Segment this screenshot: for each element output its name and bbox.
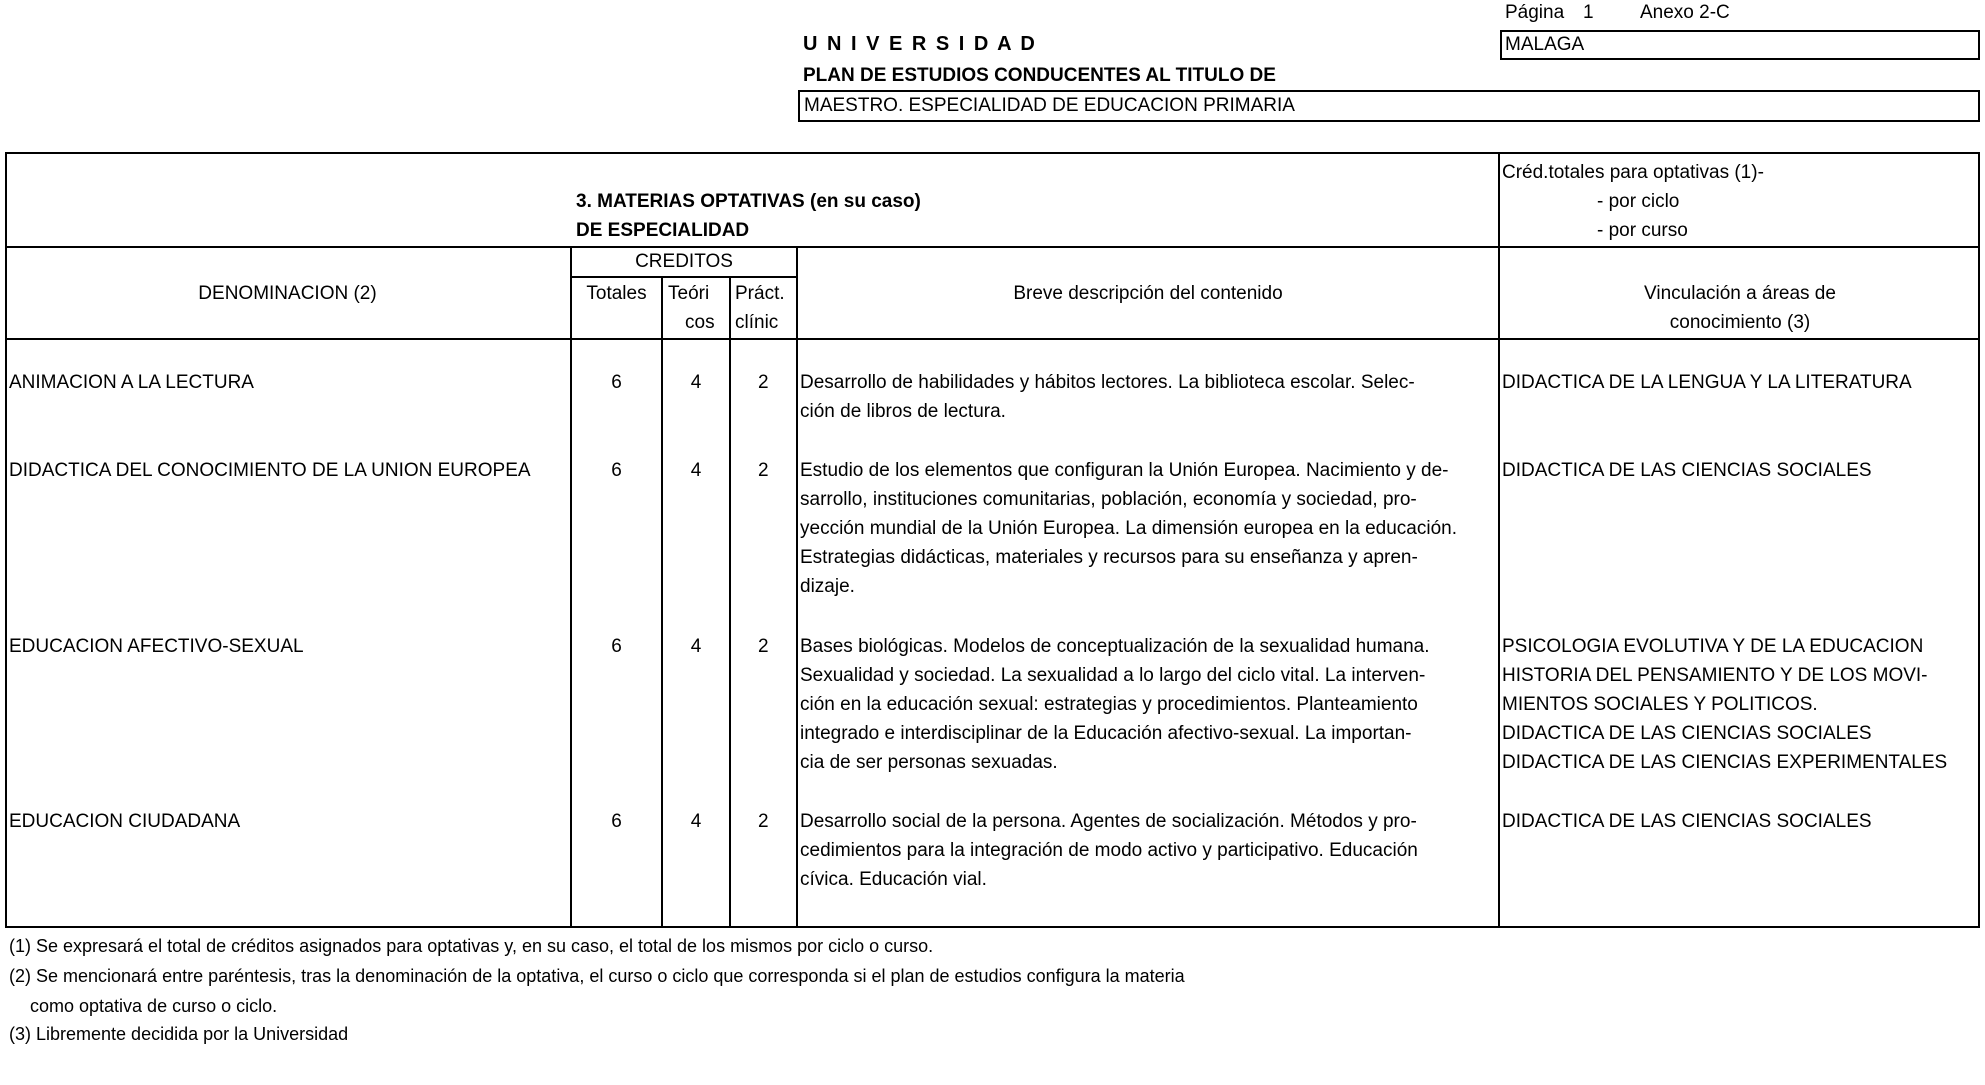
col-totales-header: Totales	[586, 283, 647, 304]
col-practicos-header: Práct.	[735, 283, 785, 304]
pagina-number: 1	[1583, 2, 1594, 23]
cred-totales-label: Créd.totales para optativas (1)-	[1502, 162, 1764, 183]
row-teoricos: 4	[690, 372, 702, 393]
footnote-2-cont: como optativa de curso o ciclo.	[30, 996, 278, 1016]
pagina-label: Página	[1505, 2, 1565, 23]
section-subtitle: DE ESPECIALIDAD	[576, 220, 750, 241]
col-vinculacion-header-2: conocimiento (3)	[1669, 312, 1811, 333]
row-areas: DIDACTICA DE LA LENGUA Y LA LITERATURA	[1502, 372, 1912, 393]
universidad-label: U N I V E R S I D A D	[803, 33, 1037, 55]
cred-por-ciclo: - por ciclo	[1597, 191, 1680, 212]
col-divider	[1498, 152, 1500, 928]
row-descripcion: Bases biológicas. Modelos de conceptualización de la sexualidad humana. Sexualidad y sociedad. La sexualidad a lo largo del ciclo vital. La interven- ción en la educación sexual: estrategias y procedimientos. Planteamiento integrado e interdisciplinar de la Educación afectivo-sexual. La importan- cia de ser personas sexuadas.	[800, 636, 1430, 773]
col-denominacion-header: DENOMINACION (2)	[198, 283, 377, 304]
row-practicos: 2	[758, 460, 769, 481]
row-practicos: 2	[758, 636, 769, 657]
row-denominacion: EDUCACION CIUDADANA	[9, 811, 241, 832]
row-denominacion: DIDACTICA DEL CONOCIMIENTO DE LA UNION EUROPEA	[9, 460, 531, 481]
row-areas: DIDACTICA DE LAS CIENCIAS SOCIALES	[1502, 811, 1872, 832]
row-areas: PSICOLOGIA EVOLUTIVA Y DE LA EDUCACION HISTORIA DEL PENSAMIENTO Y DE LOS MOVI- MIENTOS SOCIALES Y POLITICOS. DIDACTICA DE LAS CIENCIAS SOCIALES DIDACTICA DE LAS CIENCIAS EXPERIMENTALES	[1502, 636, 1948, 773]
row-descripcion: Estudio de los elementos que configuran la Unión Europea. Nacimiento y de- sarrollo, instituciones comunitarias, población, economía y sociedad, pro- yección mundial de la Unión Europea. La dimensión europea en la educación. Estrategias didácticas, materiales y recursos para su enseñanza y apren- dizaje.	[800, 460, 1457, 597]
row-totales: 6	[611, 460, 622, 481]
plan-label: PLAN DE ESTUDIOS CONDUCENTES AL TITULO DE	[803, 65, 1276, 86]
footnote-3: (3) Libremente decidida por la Universidad	[9, 1024, 349, 1044]
row-teoricos: 4	[690, 636, 702, 657]
table-rule	[5, 246, 1980, 248]
creditos-rule	[572, 276, 798, 278]
row-totales: 6	[611, 811, 622, 832]
col-teoricos-header-2: cos	[685, 312, 715, 333]
row-teoricos: 4	[690, 460, 702, 481]
row-totales: 6	[611, 372, 622, 393]
row-practicos: 2	[758, 372, 769, 393]
row-areas: DIDACTICA DE LAS CIENCIAS SOCIALES	[1502, 460, 1872, 481]
titulo-field	[798, 90, 1980, 122]
col-divider	[729, 276, 731, 928]
universidad-field	[1500, 30, 1980, 60]
col-descripcion-header: Breve descripción del contenido	[1013, 283, 1283, 304]
footnote-1: (1) Se expresará el total de créditos asignados para optativas y, en su caso, el total de los mismos por ciclo o curso.	[9, 936, 934, 956]
universidad-value: MALAGA	[1505, 34, 1585, 55]
row-practicos: 2	[758, 811, 769, 832]
row-descripcion: Desarrollo de habilidades y hábitos lectores. La biblioteca escolar. Selec- ción de libros de lectura.	[800, 372, 1415, 422]
row-teoricos: 4	[690, 811, 702, 832]
header-rule	[5, 338, 1980, 340]
anexo-label: Anexo 2-C	[1640, 2, 1730, 23]
row-descripcion: Desarrollo social de la persona. Agentes de socialización. Métodos y pro- cedimientos para la integración de modo activo y participativo. Educación cívica. Educación vial.	[800, 811, 1418, 890]
cred-por-curso: - por curso	[1597, 220, 1688, 241]
titulo-value: MAESTRO. ESPECIALIDAD DE EDUCACION PRIMARIA	[804, 95, 1295, 116]
row-denominacion: ANIMACION A LA LECTURA	[9, 372, 254, 393]
footnote-2: (2) Se mencionará entre paréntesis, tras la denominación de la optativa, el curso o ciclo que corresponda si el plan de estudios configura la materia	[9, 966, 1185, 986]
col-creditos-header: CREDITOS	[635, 251, 733, 272]
section-title: 3. MATERIAS OPTATIVAS (en su caso)	[576, 191, 921, 212]
col-practicos-header-2: clínic	[735, 312, 779, 333]
col-vinculacion-header: Vinculación a áreas de	[1644, 283, 1836, 304]
col-divider	[796, 246, 798, 928]
row-denominacion: EDUCACION AFECTIVO-SEXUAL	[9, 636, 304, 657]
col-teoricos-header: Teóri	[668, 283, 710, 304]
row-totales: 6	[611, 636, 622, 657]
